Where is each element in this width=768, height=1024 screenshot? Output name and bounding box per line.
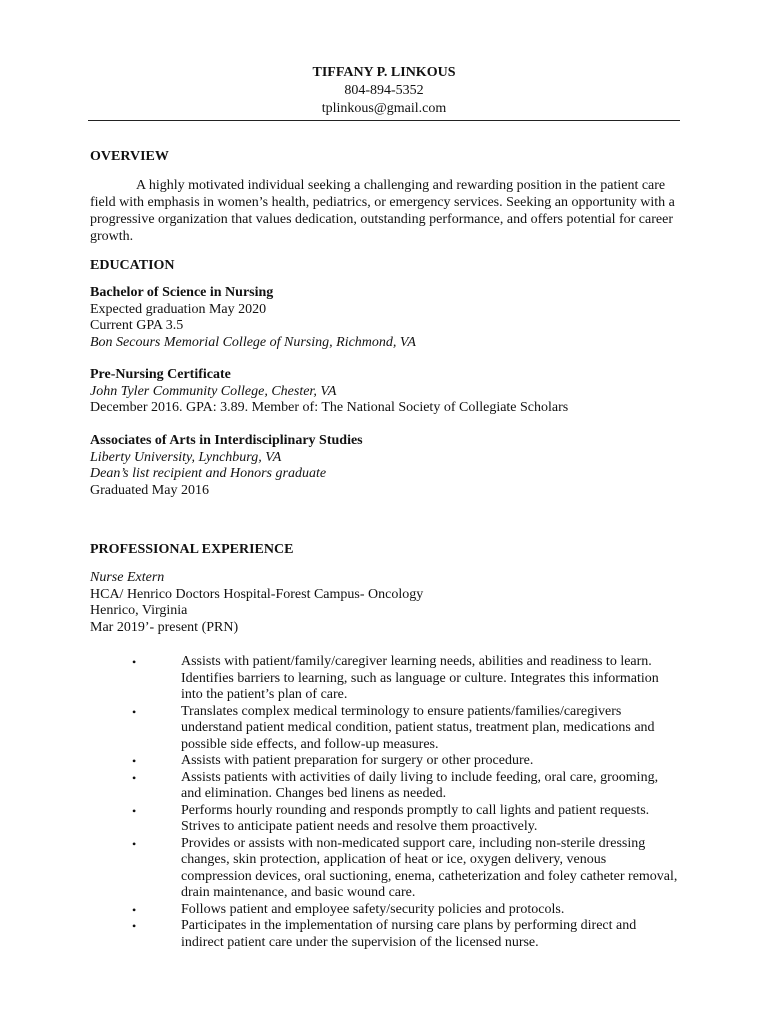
list-item bbox=[132, 770, 680, 803]
bullet-icon: • bbox=[132, 836, 137, 851]
duty-text: Participates in the implementation of nursing care plans by performing direct and indirect patient care under the supervision of the licensed nurse. bbox=[181, 918, 637, 950]
duty-text: Assists patients with activities of daily living to include feeding, oral care, grooming, and elimination. Changes bed linens as needed. bbox=[181, 769, 659, 801]
duty-text: Provides or assists with non-medicated support care, including non-sterile dressing changes, skin protection, application of heat or ice, oxygen delivery, venous compression devices, oral suctioning, enema, catheterization and foley catheter removal, drain maintenance, and basic wound care. bbox=[181, 835, 678, 900]
bullet-icon: • bbox=[132, 902, 137, 917]
degree-title: Pre-Nursing Certificate bbox=[90, 367, 231, 382]
list-item bbox=[132, 902, 680, 919]
degree-title: Associates of Arts in Interdisciplinary Studies bbox=[90, 433, 363, 448]
list-item bbox=[132, 753, 680, 770]
bullet-icon: • bbox=[132, 803, 137, 818]
list-item bbox=[132, 836, 680, 902]
header-divider bbox=[88, 120, 680, 121]
gpa: Current GPA 3.5 bbox=[90, 318, 184, 333]
list-item bbox=[132, 704, 680, 754]
education-entry-associates bbox=[90, 433, 680, 499]
job-role: Nurse Extern bbox=[90, 570, 165, 585]
bullet-icon: • bbox=[132, 655, 137, 669]
overview-paragraph bbox=[90, 177, 680, 245]
education-entry-prenursing bbox=[90, 367, 680, 417]
graduation-date: Expected graduation May 2020 bbox=[90, 301, 267, 317]
duty-text: Follows patient and employee safety/security policies and protocols. bbox=[181, 901, 565, 917]
education-heading: EDUCATION bbox=[90, 258, 175, 273]
job-location: Henrico, Virginia bbox=[90, 603, 188, 618]
duty-text: Assists with patient/family/caregiver learning needs, abilities and readiness to learn. Identifies barriers to learning, such as language or culture. Integrates this information into the patient’s plan of care. bbox=[181, 654, 659, 702]
list-item bbox=[132, 654, 680, 704]
honors-note: Dean’s list recipient and Honors graduate bbox=[90, 466, 327, 481]
experience-duties-list bbox=[132, 654, 680, 951]
graduation-date: Graduated May 2016 bbox=[90, 482, 209, 498]
experience-entry bbox=[90, 570, 680, 636]
overview-heading: OVERVIEW bbox=[90, 149, 169, 164]
list-item bbox=[132, 918, 680, 951]
job-dates: Mar 2019’- present (PRN) bbox=[90, 619, 239, 635]
bullet-icon: • bbox=[132, 704, 137, 719]
certificate-details: December 2016. GPA: 3.89. Member of: The National Society of Collegiate Scholars bbox=[90, 400, 569, 415]
education-entry-bsn bbox=[90, 285, 680, 351]
employer-name: HCA/ Henrico Doctors Hospital-Forest Campus- Oncology bbox=[90, 586, 424, 602]
candidate-name: TIFFANY P. LINKOUS bbox=[312, 65, 456, 80]
duty-text: Translates complex medical terminology to ensure patients/families/caregivers understand patient medical condition, patient status, treatment plan, medications and possible side effects, and follow-up measures. bbox=[181, 703, 655, 752]
email-address: tplinkous@gmail.com bbox=[321, 101, 447, 116]
bullet-icon: • bbox=[132, 754, 137, 768]
school-name: Liberty University, Lynchburg, VA bbox=[90, 449, 282, 465]
school-name: Bon Secours Memorial College of Nursing, Richmond, VA bbox=[90, 334, 416, 350]
resume-header bbox=[0, 64, 768, 118]
bullet-icon: • bbox=[132, 919, 137, 933]
degree-title: Bachelor of Science in Nursing bbox=[90, 285, 274, 300]
duty-text: Assists with patient preparation for surgery or other procedure. bbox=[181, 753, 534, 768]
experience-heading: PROFESSIONAL EXPERIENCE bbox=[90, 542, 294, 557]
duty-text: Performs hourly rounding and responds promptly to call lights and patient requests. Strives to anticipate patient needs and resolve them proactively. bbox=[181, 802, 650, 834]
overview-text: A highly motivated individual seeking a challenging and rewarding position in the patient care field with emphasis in women’s health, pediatrics, or emergency services. Seeking an opportunity with a progressive organization that values dedication, outstanding performance, and offers potential for career growth. bbox=[90, 178, 675, 244]
phone-number: 804-894-5352 bbox=[344, 83, 424, 98]
school-name: John Tyler Community College, Chester, VA bbox=[90, 383, 337, 399]
list-item bbox=[132, 803, 680, 836]
bullet-icon: • bbox=[132, 770, 137, 785]
